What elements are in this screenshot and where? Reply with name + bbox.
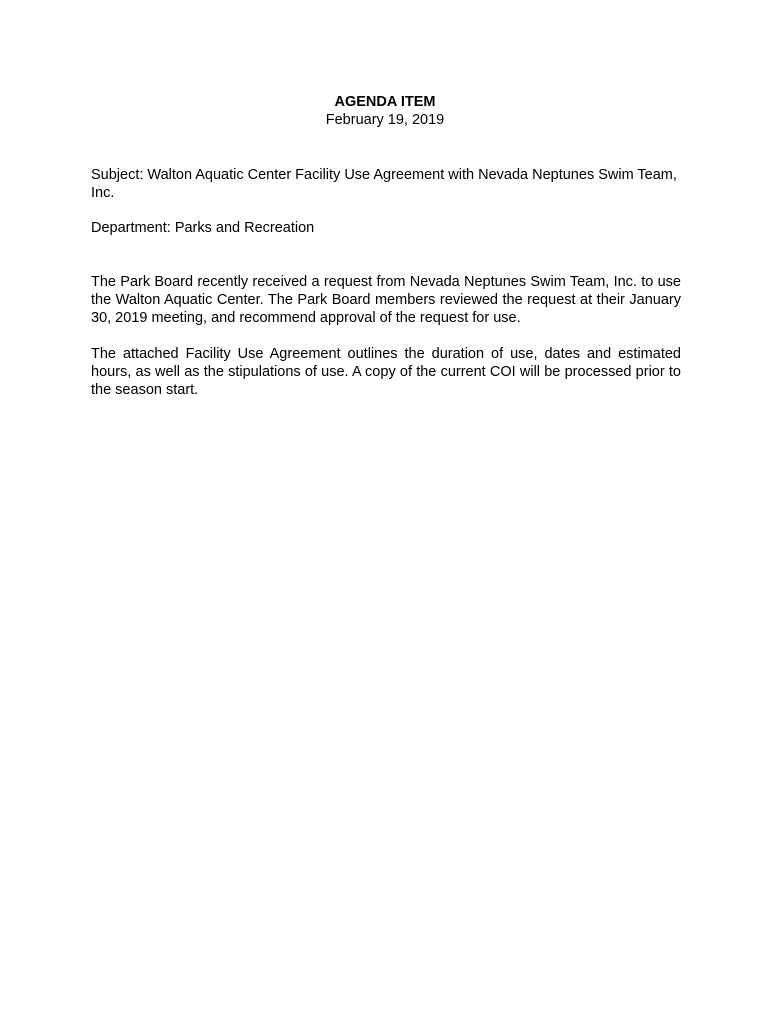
agenda-title: AGENDA ITEM: [334, 94, 436, 110]
agenda-date: February 19, 2019: [325, 112, 445, 128]
body-paragraph-2: The attached Facility Use Agreement outlines the duration of use, dates and estimated hours, as well as the stipulations of use. A copy of the current COI will be processed prior to the season start.: [91, 346, 681, 398]
agenda-header: [0, 93, 770, 129]
body-paragraph-1: The Park Board recently received a request from Nevada Neptunes Swim Team, Inc. to use the Walton Aquatic Center. The Park Board members reviewed the request at their January 30, 2019 meeting, and recommend approval of the request for use.: [91, 274, 681, 326]
subject-line: Subject: Walton Aquatic Center Facility Use Agreement with Nevada Neptunes Swim Team, Inc.: [91, 167, 677, 201]
department-line: Department: Parks and Recreation: [91, 220, 315, 236]
